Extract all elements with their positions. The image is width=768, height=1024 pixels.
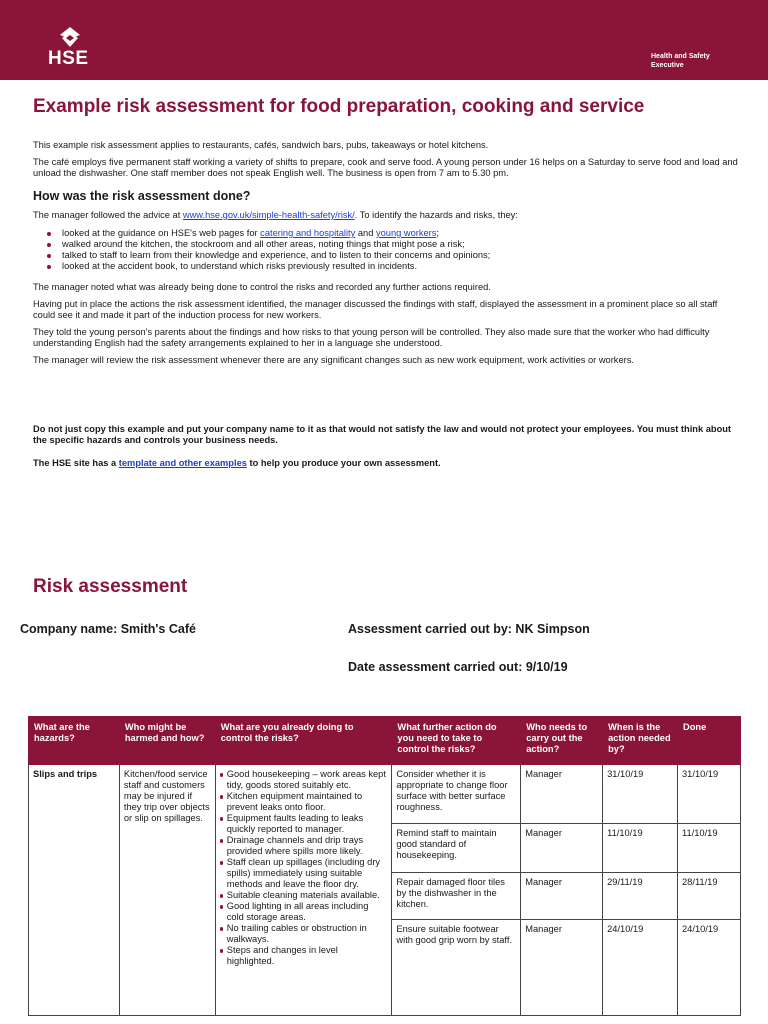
company-name: Company name: Smith's Café <box>20 622 196 636</box>
action-due-cell: 29/11/19 <box>603 873 678 920</box>
action-due-cell: 11/10/19 <box>603 824 678 873</box>
action-owner-cell: Manager <box>521 920 603 1016</box>
logo-text: HSE <box>48 48 89 69</box>
header-already-doing: What are you already doing to control the risks? <box>215 717 392 765</box>
action-due-cell: 24/10/19 <box>603 920 678 1016</box>
action-owner-cell: Manager <box>521 824 603 873</box>
catering-hospitality-link[interactable]: catering and hospitality <box>260 228 356 238</box>
told-parents-paragraph: They told the young person's parents about the findings and how risks to that young person will be controlled. They also made sure that the worker who had difficulty understanding English had the safety arrangements explained to her in a language she understood. <box>33 327 710 349</box>
action-cell: Repair damaged floor tiles by the dishwasher in the kitchen. <box>392 873 521 920</box>
header-done: Done <box>678 717 741 765</box>
list-item: No trailing cables or obstruction in walkways. <box>220 923 388 945</box>
list-item: Kitchen equipment maintained to prevent leaks onto floor. <box>220 791 388 813</box>
review-paragraph: The manager will review the risk assessment whenever there are any significant changes such as new work equipment, work activities or workers. <box>33 355 634 365</box>
page-title: Example risk assessment for food preparation, cooking and service <box>33 96 645 117</box>
assessor-name: Assessment carried out by: NK Simpson <box>348 622 590 636</box>
risk-guidance-link[interactable]: www.hse.gov.uk/simple-health-safety/risk/ <box>182 210 355 220</box>
table-row <box>29 765 741 824</box>
header-banner <box>0 0 768 80</box>
header-who-carries-out: Who needs to carry out the action? <box>521 717 603 765</box>
list-item: looked at the accident book, to understand which risks previously resulted in incidents. <box>33 261 733 272</box>
risk-assessment-table <box>28 716 741 1016</box>
list-item: talked to staff to learn from their knowledge and experience, and to listen to their concerns and opinions; <box>33 250 733 261</box>
action-done-cell: 28/11/19 <box>678 873 741 920</box>
list-item: Good lighting in all areas including cold storage areas. <box>220 901 388 923</box>
template-note: The HSE site has a template and other examples to help you produce your own assessment. <box>33 458 441 468</box>
list-item: Steps and changes in level highlighted. <box>220 945 388 967</box>
list-item: Suitable cleaning materials available. <box>220 890 388 901</box>
intro-paragraph-2: The café employs five permanent staff working a variety of shifts to prepare, cook and serve food. A young person under 16 helps on a Saturday to serve food and load and unload the dishwasher. One staff member does not speak English well. The business is open from 7 am to 5.30 pm. <box>33 157 738 179</box>
how-done-heading: How was the risk assessment done? <box>33 189 251 203</box>
template-examples-link[interactable]: template and other examples <box>118 458 247 468</box>
assessment-date: Date assessment carried out: 9/10/19 <box>348 660 568 674</box>
organisation-name: Health and Safety Executive <box>651 53 710 69</box>
who-harmed-cell: Kitchen/food service staff and customers may be injured if they trip over objects or slip on spillages. <box>119 765 215 1016</box>
list-item: looked at the guidance on HSE's web pages for catering and hospitality and young workers; <box>33 228 733 239</box>
action-done-cell: 24/10/19 <box>678 920 741 1016</box>
controls-list <box>220 769 388 967</box>
risk-assessment-title: Risk assessment <box>33 576 188 597</box>
list-item: Drainage channels and drip trays provided where spills more likely. <box>220 835 388 857</box>
discussed-paragraph: Having put in place the actions the risk assessment identified, the manager discussed the findings with staff, displayed the assessment in a prominent place so all staff could see it and made it part of the induction process for new workers. <box>33 299 718 321</box>
copy-warning: Do not just copy this example and put your company name to it as that would not satisfy the law and would not protect your employees. You must think about the specific hazards and controls your business needs. <box>33 424 732 446</box>
action-cell: Remind staff to maintain good standard of housekeeping. <box>392 824 521 873</box>
header-when-needed: When is the action needed by? <box>603 717 678 765</box>
list-item: Equipment faults leading to leaks quickly reported to manager. <box>220 813 388 835</box>
controls-cell <box>215 765 392 1016</box>
action-cell: Ensure suitable footwear with good grip worn by staff. <box>392 920 521 1016</box>
hse-logo[interactable] <box>48 26 92 70</box>
table-header-row <box>29 717 741 765</box>
noted-paragraph: The manager noted what was already being done to control the risks and recorded any further actions required. <box>33 282 491 292</box>
hazard-cell: Slips and trips <box>29 765 120 1016</box>
action-done-cell: 31/10/19 <box>678 765 741 824</box>
action-owner-cell: Manager <box>521 873 603 920</box>
how-done-lead: The manager followed the advice at www.hse.gov.uk/simple-health-safety/risk/. To identify the hazards and risks, they: <box>33 210 518 220</box>
action-cell: Consider whether it is appropriate to change floor surface with better surface roughness. <box>392 765 521 824</box>
header-hazards: What are the hazards? <box>29 717 120 765</box>
how-done-list <box>33 228 733 272</box>
action-done-cell: 11/10/19 <box>678 824 741 873</box>
header-who-harmed: Who might be harmed and how? <box>119 717 215 765</box>
list-item: Staff clean up spillages (including dry spills) immediately using suitable methods and leave the floor dry. <box>220 857 388 890</box>
hse-logo-icon <box>58 26 82 48</box>
action-due-cell: 31/10/19 <box>603 765 678 824</box>
intro-paragraph-1: This example risk assessment applies to restaurants, cafés, sandwich bars, pubs, takeaways or hotel kitchens. <box>33 140 489 150</box>
list-item: walked around the kitchen, the stockroom and all other areas, noting things that might pose a risk; <box>33 239 733 250</box>
list-item: Good housekeeping – work areas kept tidy, goods stored suitably etc. <box>220 769 388 791</box>
action-owner-cell: Manager <box>521 765 603 824</box>
young-workers-link[interactable]: young workers <box>375 228 437 238</box>
header-further-action: What further action do you need to take to control the risks? <box>392 717 521 765</box>
